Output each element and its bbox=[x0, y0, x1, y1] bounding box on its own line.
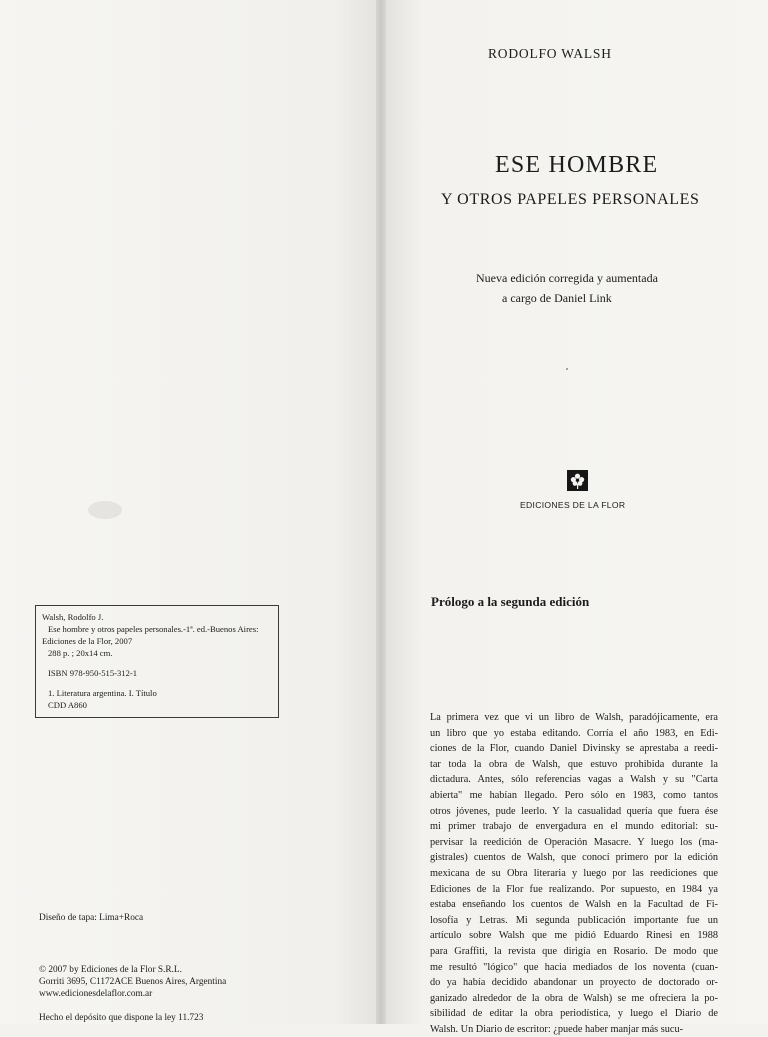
prologue-text bbox=[430, 710, 718, 1037]
catalog-cdd: CDD A860 bbox=[48, 700, 87, 710]
cover-design-credit: Diseño de tapa: Lima+Roca bbox=[39, 913, 144, 923]
catalog-author: Walsh, Rodolfo J. bbox=[42, 612, 104, 622]
prologue-line: mi primer trabajo de envergadura en el mundo editorial: su- bbox=[430, 821, 718, 833]
prologue-line: pervisar la reedición de Operación Masacre. Y luego los (ma- bbox=[430, 836, 718, 848]
book-gutter bbox=[376, 0, 386, 1024]
edition-note: Nueva edición corregida y aumentada bbox=[476, 271, 658, 285]
prologue-line: mexicana de su Obra literaria y luego por las reediciones que bbox=[430, 867, 718, 879]
catalog-pages: 288 p. ; 20x14 cm. bbox=[48, 648, 113, 658]
prologue-line: me resultó "lógico" que hacia mediados de los noventa (cuan- bbox=[430, 961, 718, 973]
book-subtitle: Y OTROS PAPELES PERSONALES bbox=[441, 191, 700, 208]
book-title: ESE HOMBRE bbox=[495, 152, 659, 178]
author-name: RODOLFO WALSH bbox=[488, 46, 612, 61]
prologue-line: La primera vez que vi un libro de Walsh, paradójicamente, era bbox=[430, 712, 718, 723]
left-page bbox=[0, 0, 378, 1024]
page-speck bbox=[566, 368, 568, 370]
catalog-isbn: ISBN 978-950-515-312-1 bbox=[48, 668, 138, 678]
publisher-website: www.edicionesdelaflor.com.ar bbox=[39, 989, 153, 999]
prologue-line: sibilidad de editar la obra periodística, y luego el Diario de bbox=[430, 1008, 718, 1020]
publisher-flower-logo-icon bbox=[567, 470, 588, 491]
legal-deposit: Hecho el depósito que dispone la ley 11.723 bbox=[39, 1013, 204, 1023]
prologue-line: do ya había decidido abandonar un proyecto de doctorado or- bbox=[430, 977, 718, 989]
prologue-line: tar toda la obra de Walsh, que estuvo prohibida durante la bbox=[430, 758, 718, 770]
prologue-line: estaba enseñando los cuentos de Walsh en la Facultad de Fi- bbox=[430, 899, 718, 911]
prologue-line: ganizado alrededor de la obra de Walsh) se me ofreciera la po- bbox=[430, 992, 718, 1004]
prologue-line: artículo sobre Walsh que me pidió Eduardo Rinesi en 1988 bbox=[430, 930, 718, 942]
prologue-line: abierta" me habían llegado. Pero sólo en 1983, como tantos bbox=[430, 789, 718, 801]
publisher-name: EDICIONES DE LA FLOR bbox=[520, 500, 626, 510]
copyright-line: © 2007 by Ediciones de la Flor S.R.L. bbox=[39, 965, 182, 975]
prologue-line: ciones de la Flor, cuando Daniel Divinsky se aprestaba a reedi- bbox=[430, 743, 718, 755]
prologue-heading: Prólogo a la segunda edición bbox=[431, 594, 590, 609]
publisher-address: Gorriti 3695, C1172ACE Buenos Aires, Argentina bbox=[39, 977, 227, 987]
prologue-line: dictadura. Antes, sólo referencias vagas a Walsh y su "Carta bbox=[430, 774, 718, 786]
prologue-line: un libro que yo estaba editando. Corría el año 1983, en Edi- bbox=[430, 727, 718, 739]
prologue-line: losofía y Letras. Mi segunda publicación importante fue un bbox=[430, 914, 718, 926]
prologue-line: para Graffiti, la revista que dirigía en Rosario. De modo que bbox=[430, 945, 718, 957]
prologue-line: gistrales) cuentos de Walsh, que conocí primero por la edición bbox=[430, 852, 718, 864]
prologue-line: otros jóvenes, pude leerlo. Y la casualidad quería que fuera ése bbox=[430, 805, 718, 817]
editor-note: a cargo de Daniel Link bbox=[502, 291, 612, 305]
catalog-card bbox=[35, 605, 279, 718]
catalog-publisher: Ediciones de la Flor, 2007 bbox=[42, 636, 133, 646]
prologue-line: Walsh. Un Diario de escritor: ¿puede haber manjar más sucu- bbox=[430, 1023, 684, 1035]
catalog-title: Ese hombre y otros papeles personales.-1ª. ed.-Buenos Aires: bbox=[48, 624, 259, 634]
prologue-line: Ediciones de la Flor fue realizando. Por supuesto, en 1984 ya bbox=[430, 883, 718, 895]
page-smudge bbox=[85, 495, 125, 525]
catalog-subject: 1. Literatura argentina. I. Título bbox=[48, 688, 157, 698]
